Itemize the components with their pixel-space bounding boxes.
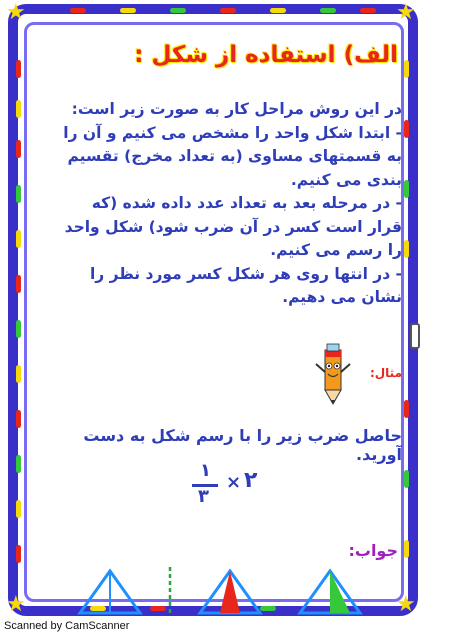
- section-title: الف) استفاده از شکل :: [134, 42, 398, 68]
- tent-icon: [80, 571, 140, 613]
- tent-icon: [300, 571, 360, 613]
- step-paragraph: - ابتدا شکل واحد را مشخص می کنیم و آن را به قسمتهای مساوی (به تعداد مخرج) تقسیم بندی می کنیم.: [63, 123, 402, 189]
- example-label: مثال:: [369, 366, 402, 380]
- pencil-mascot-icon: [312, 342, 354, 406]
- tent-icon: [200, 571, 260, 613]
- page-handle: [410, 323, 420, 349]
- example-header: [312, 342, 402, 406]
- multiplication-expression: [186, 460, 276, 508]
- step-paragraph: - در مرحله بعد به تعداد عدد داده شده (که قرار است کسر در آن ضرب شود) شکل واحد را رسم می کنیم.: [64, 194, 402, 259]
- tent-illustrations: [70, 565, 370, 615]
- fraction-denominator: ۳: [198, 486, 209, 507]
- star-icon: ★: [396, 0, 416, 25]
- star-icon: ★: [396, 592, 416, 617]
- multiply-sign: ×: [226, 472, 242, 493]
- intro-paragraph: در این روش مراحل کار به صورت زیر است:: [71, 100, 402, 118]
- star-icon: ★: [6, 0, 26, 25]
- step-paragraph: - در انتها روی هر شکل کسر مورد نظر را نشان می دهیم.: [89, 264, 402, 306]
- star-icon: ★: [6, 592, 26, 617]
- factor-number: ۲: [244, 468, 258, 493]
- question-text: حاصل ضرب زیر را با رسم شکل به دست آورید.: [83, 426, 402, 464]
- margin-strip: [418, 0, 450, 637]
- fraction-numerator: ۱: [200, 460, 211, 481]
- answer-label: جواب:: [348, 541, 398, 560]
- scan-footer: Scanned by CamScanner: [4, 620, 130, 632]
- method-description: [57, 98, 402, 310]
